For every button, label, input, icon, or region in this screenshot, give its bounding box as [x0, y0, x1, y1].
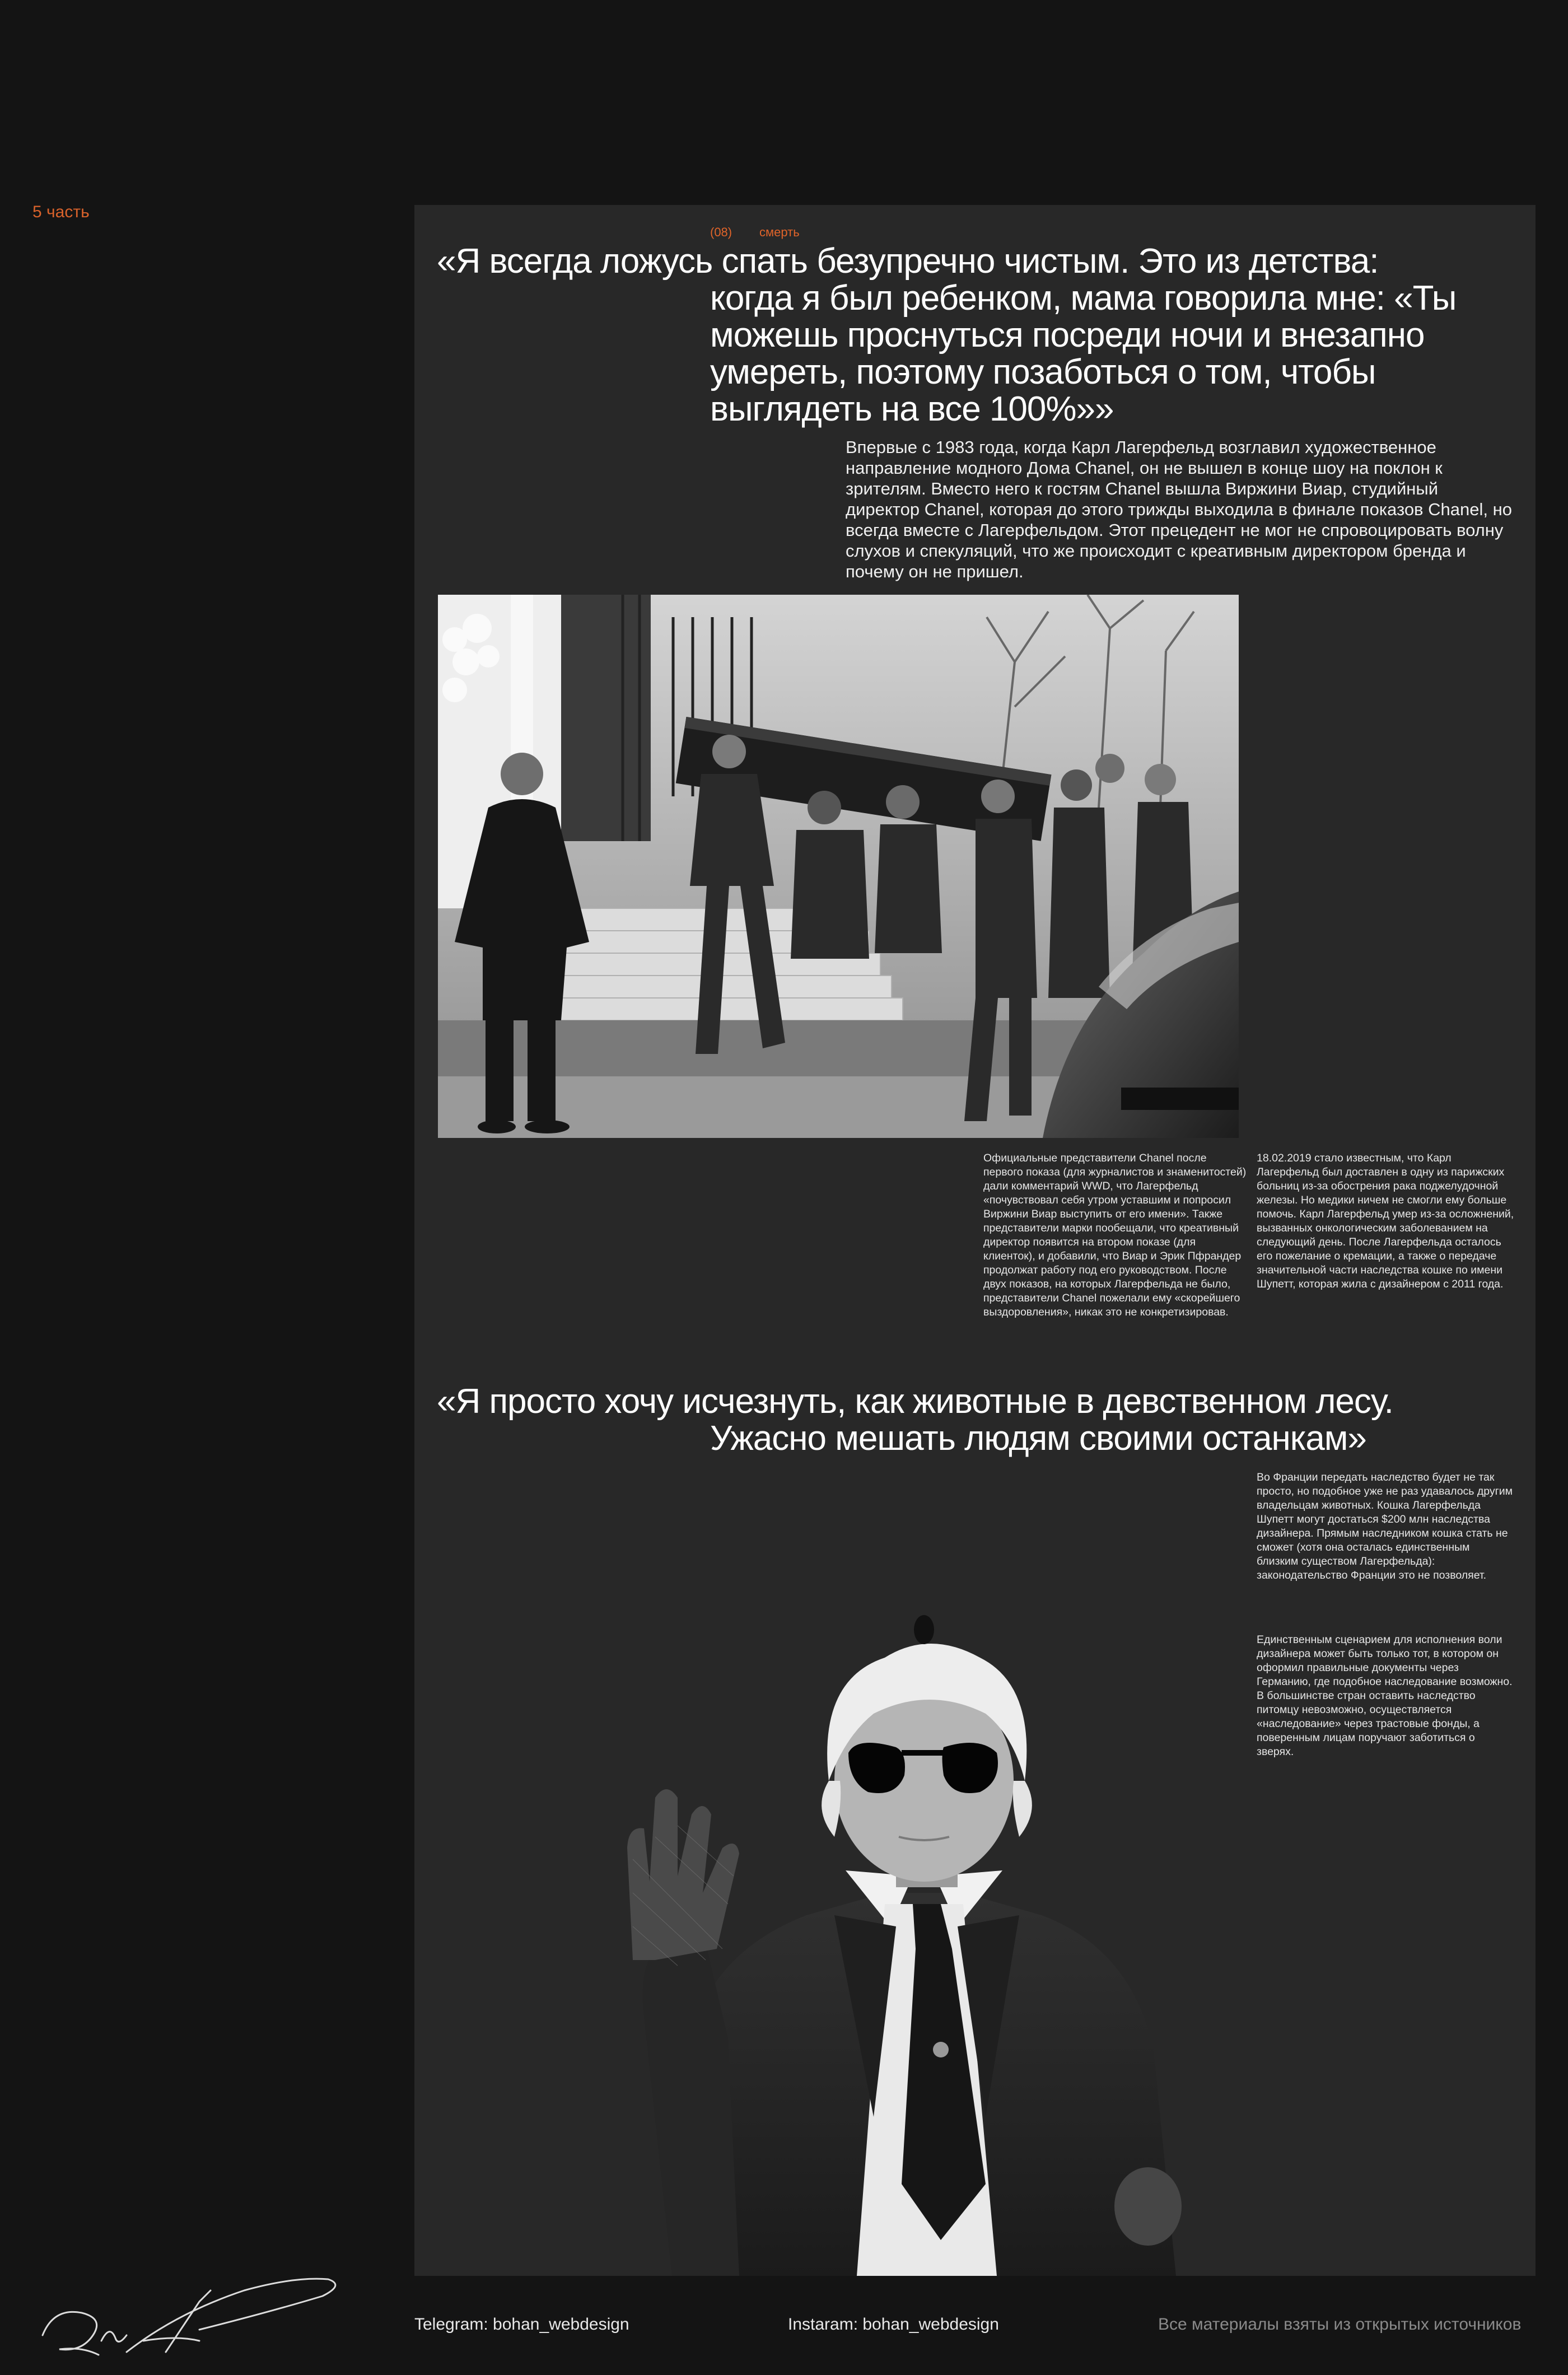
pull-quote-2-rest: Ужасно мешать людям своими останкам»	[710, 1419, 1366, 1458]
signature-logo	[31, 2268, 345, 2363]
portrait-photo	[594, 1613, 1254, 2276]
part-label: 5 часть	[32, 203, 90, 221]
text-column-4: Единственным сценарием для исполнения воли дизайнера может быть только тот, в котором он оформил правильные документы через Германию, где подобное наследование возможно. В большинстве стран оставить наследство питомцу невозможно, осуществляется «наследование» через трастовые фонды, а поверенным лицам поручают заботиться о зверях.	[1257, 1634, 1513, 1758]
telegram-link[interactable]: Telegram: bohan_webdesign	[414, 2315, 629, 2334]
instagram-link[interactable]: Instaram: bohan_webdesign	[788, 2315, 999, 2334]
pull-quote-1-rest: когда я был ребенком, мама говорила мне: «Ты можешь проснуться посреди ночи и внезапно умереть, поэтому позаботься о том, чтобы выглядеть на все 100%»»	[710, 279, 1457, 428]
credits-note: Все материалы взяты из открытых источников	[1158, 2315, 1522, 2334]
text-column-1: Официальные представители Chanel после первого показа (для журналистов и знаменитостей) дали комментарий WWD, что Лагерфельд «почувствовал себя утром уставшим и попросил Виржини Виар выступить от его имени». Также представители марки пообещали, что креативный директор появится на втором показе (для клиенток), и добавили, что Виар и Эрик Пфрандер продолжат работу под его руководством. После двух показов, на которых Лагерфельда не было, представители Chanel пожелали ему «скорейшего выздоровления», никак это не конкретизировав.	[983, 1152, 1247, 1318]
text-column-3: Во Франции передать наследство будет не так просто, но подобное уже не раз удавалось другим владельцам животных. Кошка Лагерфельда Шупетт могут достаться $200 млн наследства дизайнера. Прямым наследником кошка стать не сможет (хотя она осталась единственным близким существом Лагерфельда): законодательство Франции это не позволяет.	[1257, 1471, 1513, 1581]
text-column-2: 18.02.2019 стало известным, что Карл Лагерфельд был доставлен в одну из парижских больниц из-за обострения рака поджелудочной железы. Но медики ничем не смогли ему больше помочь. Карл Лагерфельд умер из-за осложнений, вызванных онкологическим заболеванием на следующий день. После Лагерфельда осталось его пожелание о кремации, а также о передаче значительной части наследства кошке по имени Шупетт, которая жила с дизайнером с 2011 года.	[1257, 1152, 1514, 1290]
pull-quote-2	[437, 1383, 1529, 1457]
pull-quote-2-line1: «Я просто хочу исчезнуть, как животные в девственном лесу.	[437, 1382, 1393, 1421]
pull-quote-1-line1: «Я всегда ложусь спать безупречно чистым. Это из детства:	[437, 242, 1379, 281]
lead-paragraph: Впервые с 1983 года, когда Карл Лагерфельд возглавил художественное направление модного Дома Chanel, он не вышел в конце шоу на поклон к зрителям. Вместо него к гостям Chanel вышла Виржини Виар, студийный директор Chanel, которая до этого трижды выходила в финале показов Chanel, но всегда вместе с Лагерфельдом. Этот прецедент не мог не спровоцировать волну слухов и спекуляций, что же происходит с креативным директором бренда и почему он не пришел.	[846, 437, 1512, 581]
pull-quote-1	[437, 243, 1512, 428]
section-number: (08)	[710, 225, 732, 239]
section-tag: смерть	[759, 225, 800, 239]
funeral-photo	[438, 595, 1239, 1138]
